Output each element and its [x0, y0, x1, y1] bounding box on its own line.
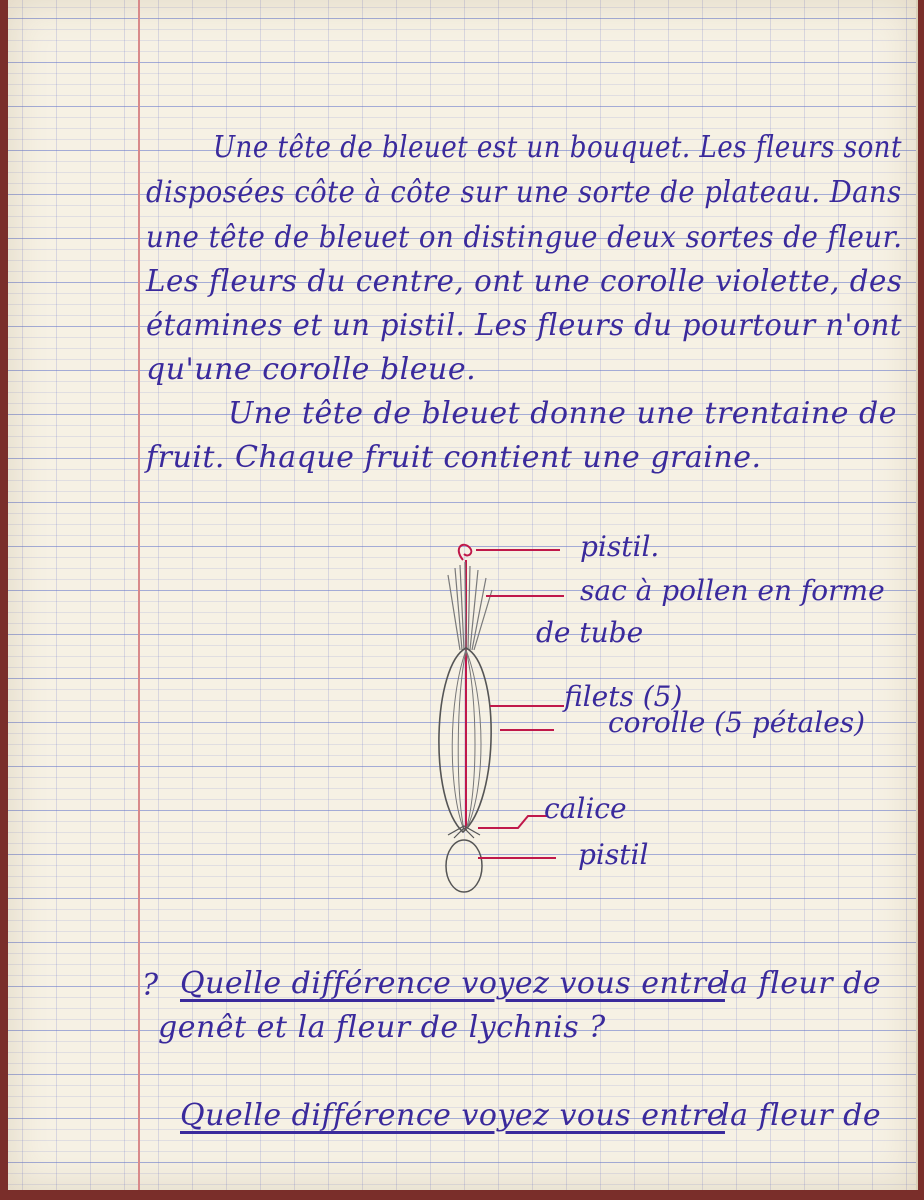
question1-underlined: Quelle différence voyez vous entre — [180, 966, 725, 1001]
text-line: Une tête de bleuet est un bouquet. Les fleurs sont — [213, 130, 902, 165]
pollen-tuft-drawing — [448, 562, 492, 650]
question2-underlined: Quelle différence voyez vous entre — [180, 1098, 725, 1133]
label-pollen-sac: sac à pollen en forme — [580, 574, 885, 607]
text-line: Les fleurs du centre, ont une corolle violette, des — [146, 264, 903, 299]
label-pollen-sac-2: de tube — [536, 616, 644, 649]
text-line: fruit. Chaque fruit contient une graine. — [146, 440, 762, 475]
ovary-drawing — [446, 840, 482, 892]
label-calice: calice — [544, 792, 627, 825]
label-corolle: corolle (5 pétales) — [608, 706, 866, 739]
text-line: qu'une corolle bleue. — [146, 352, 477, 387]
question1-line2: genêt et la fleur de lychnis ? — [158, 1010, 606, 1045]
text-line: étamines et un pistil. Les fleurs du pourtour n'ont — [146, 308, 903, 343]
pistil-curl-drawing — [459, 545, 472, 560]
text-line: une tête de bleuet on distingue deux sortes de fleur. — [146, 220, 903, 255]
label-filets: filets (5) — [564, 680, 683, 713]
text-line: Une tête de bleuet donne une trentaine de — [228, 396, 897, 431]
label-pistil-bottom: pistil — [578, 838, 649, 871]
label-pistil-top: pistil. — [580, 530, 660, 563]
question-marker: ? — [142, 968, 159, 1003]
question2-rest: la fleur de — [720, 1098, 882, 1133]
text-line: disposées côte à côte sur une sorte de plateau. Dans — [146, 175, 902, 210]
notebook-page — [8, 0, 918, 1190]
question1-rest: la fleur de — [720, 966, 882, 1001]
